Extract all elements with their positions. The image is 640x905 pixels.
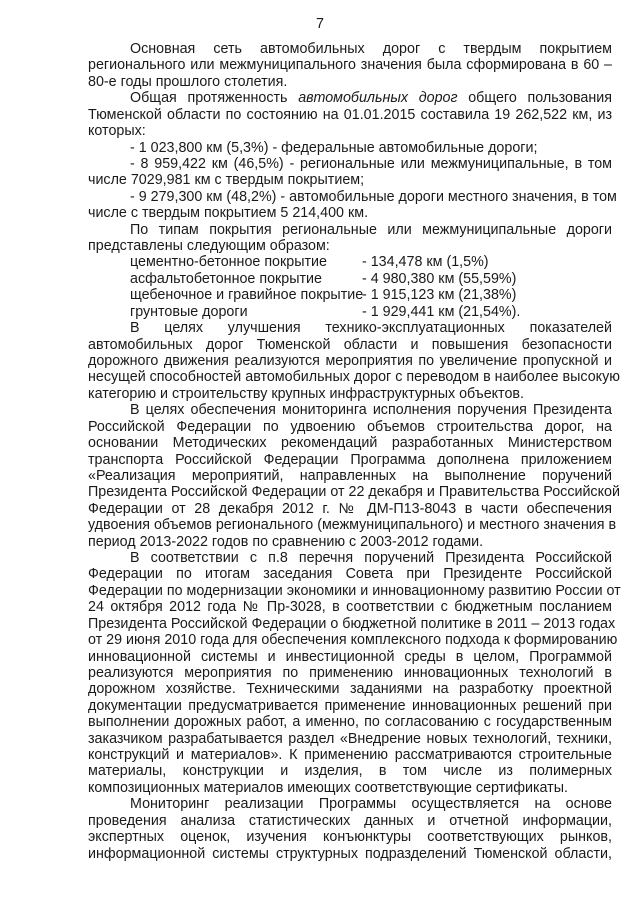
text-line: Основная сеть автомобильных дорог с твердым покрытием xyxy=(130,41,612,57)
text-line: числе с твердым покрытием 5 214,400 км. xyxy=(88,205,369,222)
text-line: - 8 959,422 км (46,5%) - региональные или межмуниципальные, в том xyxy=(130,155,612,172)
text-line: период 2013-2022 годов по сравнению с 2003-2012 годами. xyxy=(88,533,484,550)
text-line: - 1 023,800 км (5,3%) - федеральные автомобильные дороги; xyxy=(130,139,538,156)
text-line: представлены следующим образом: xyxy=(88,238,330,255)
text-line: реализуются мероприятия по применению инновационных технологий в xyxy=(88,664,612,681)
text-line: регионального или межмуниципального значения была сформирована в 60 – xyxy=(88,57,612,74)
text-line: материалы, конструкции и изделия, в том числе из полимерных xyxy=(88,763,612,780)
text-line: дорожном хозяйстве. Техническими заданиями на разработку проектной xyxy=(88,681,612,698)
text-line xyxy=(130,90,612,106)
surface-type-name: асфальтобетонное покрытие xyxy=(130,270,322,287)
text-line: проведения анализа статистических данных и отчетной информации, xyxy=(88,812,612,829)
text-line: документации предусматривается применение инновационных решений при xyxy=(88,697,612,714)
surface-type-value: - 134,478 км (1,5%) xyxy=(362,254,489,271)
text-line: Тюменской области по состоянию на 01.01.2015 составила 19 262,522 км, из xyxy=(88,106,612,123)
text-line: По типам покрытия региональные или межмуниципальные дороги xyxy=(130,221,612,238)
surface-type-value: - 1 915,123 км (21,38%) xyxy=(362,287,517,304)
text-line: экспертных оценок, изучения конъюнктуры соответствующих рынков, xyxy=(88,829,612,846)
text-line: Президента Российской Федерации о бюджетной политике в 2011 – 2013 годах xyxy=(88,615,616,632)
text-run: общего пользования xyxy=(457,90,613,107)
text-line: дорожного движения реализуются мероприятия по увеличение пропускной и xyxy=(88,352,612,369)
surface-type-name: цементно-бетонное покрытие xyxy=(130,254,327,271)
text-line: В целях обеспечения мониторинга исполнения поручения Президента xyxy=(130,402,612,419)
text-line: автомобильных дорог Тюменской области и повышения безопасности xyxy=(88,336,612,353)
text-line: несущей способностей автомобильных дорог с переводом в наиболее высокую xyxy=(88,369,620,386)
text-line: Федерации по итогам заседания Совета при Президенте Российской xyxy=(88,566,612,583)
surface-type-value: - 4 980,380 км (55,59%) xyxy=(362,270,517,287)
page-number: 7 xyxy=(316,16,324,32)
text-line: удвоения объемов регионального (межмуниципального) и местного значения в xyxy=(88,517,617,534)
text-line: категорию и строительству крупных инфраструктурных объектов. xyxy=(88,385,524,402)
text-line: - 9 279,300 км (48,2%) - автомобильные дороги местного значения, в том xyxy=(130,188,617,205)
text-line: Президента Российской Федерации от 22 декабря и Правительства Российской xyxy=(88,484,620,501)
text-line: Российской Федерации по удвоению объемов строительства дорог, на xyxy=(88,418,612,435)
surface-type-name: щебеночное и гравийное покрытие xyxy=(130,287,364,304)
text-line: информационной системы структурных подразделений Тюменской области, xyxy=(88,845,612,862)
surface-type-name: грунтовые дороги xyxy=(130,303,248,320)
text-line: которых: xyxy=(88,123,146,140)
text-line: заказчиком разрабатывается раздел «Внедрение новых технологий, техники, xyxy=(88,730,612,747)
text-line: Федерации от 28 декабря 2012 г. № ДМ-П13-8043 в части обеспечения xyxy=(88,500,612,517)
text-line: конструкций и материалов». К применению рассматриваются строительные xyxy=(88,747,612,764)
text-line: 80-е годы прошлого столетия. xyxy=(88,73,288,90)
italic-term: автомобильных дорог xyxy=(298,90,458,107)
text-line: числе 7029,981 км с твердым покрытием; xyxy=(88,172,365,189)
text-line: выполнении дорожных работ, а именно, по согласованию с государственным xyxy=(88,714,612,731)
text-line: В целях улучшения технико-эксплуатационных показателей xyxy=(130,320,612,337)
text-line: композиционных материалов имеющих соответствующие сертификаты. xyxy=(88,779,568,796)
text-line: Федерации по модернизации экономики и инновационному развитию России от xyxy=(88,582,621,599)
text-line: основании Методических рекомендаций разработанных Министерством xyxy=(88,435,612,452)
text-line: Мониторинг реализации Программы осуществляется на основе xyxy=(130,796,612,813)
text-run: Общая протяженность xyxy=(130,90,299,107)
text-line: 24 октября 2012 года № Пр-3028, в соответствии с бюджетным посланием xyxy=(88,599,612,616)
text-line: «Реализация мероприятий, направленных на выполнение поручений xyxy=(88,467,612,484)
text-line: инновационной системы и инвестиционной среды в целом, Программой xyxy=(88,648,612,665)
text-line: от 29 июня 2010 года для обеспечения комплексного подхода к формированию xyxy=(88,632,618,649)
surface-type-value: - 1 929,441 км (21,54%). xyxy=(362,303,521,320)
text-line: транспорта Российской Федерации Программа дополнена приложением xyxy=(88,451,612,468)
text-line: В соответствии с п.8 перечня поручений Президента Российской xyxy=(130,550,612,567)
